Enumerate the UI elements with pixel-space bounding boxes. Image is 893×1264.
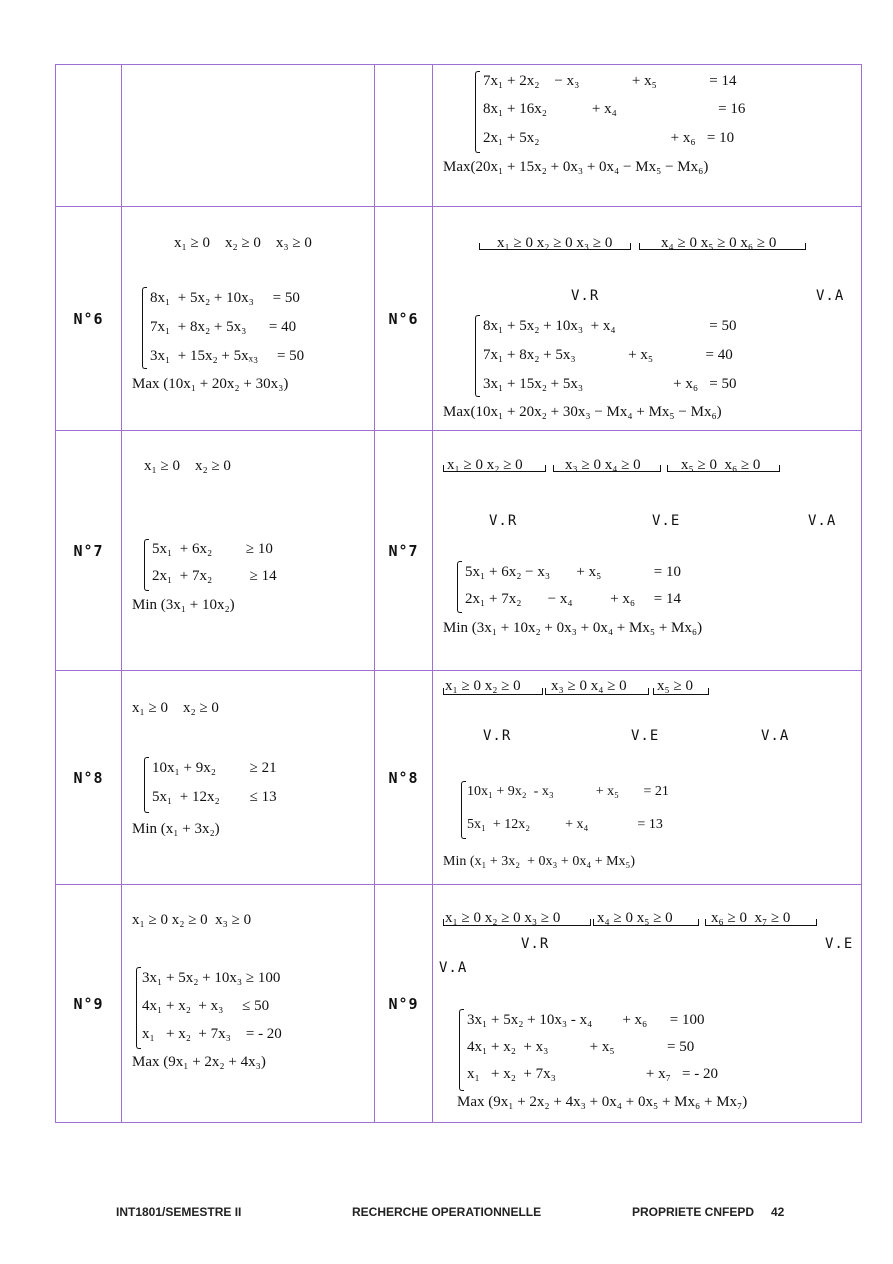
system-brace [144, 757, 149, 813]
system-brace [461, 781, 466, 839]
row-number-right: N°9 [375, 885, 433, 1123]
variable-group: x₄ ≥ 0 x₅ ≥ 0 [597, 910, 673, 926]
label-vr: V.R [571, 288, 600, 304]
constraint-line: 4x₁ + x₂ + x₃ + x₅ = 50 [467, 1039, 695, 1055]
constraint-line: 5x₁ + 12x₂ + x₄ = 13 [467, 817, 663, 832]
row-number-right: N°6 [375, 207, 433, 431]
objective-function: Max(20x₁ + 15x₂ + 0x₃ + 0x₄ − Mx₅ − Mx₆) [443, 159, 709, 175]
row-number-right [375, 65, 433, 207]
table-row [56, 65, 862, 207]
constraint-line: 2x₁ + 7x₂ − x₄ + x₆ = 14 [465, 591, 682, 607]
nonneg-conditions: x₁ ≥ 0 x₂ ≥ 0 [144, 458, 231, 474]
footer-page-number: 42 [771, 1205, 785, 1219]
footer-owner: PROPRIETE CNFEPD [632, 1205, 755, 1219]
nonneg-conditions: x₁ ≥ 0 x₂ ≥ 0 [132, 700, 219, 716]
label-ve: V.E [652, 513, 681, 529]
constraint-line: 10x₁ + 9x₂ ≥ 21 [152, 760, 277, 776]
constraint-line: 8x₁ + 5x₂ + 10x₃ = 50 [150, 290, 300, 306]
objective-function: Max (9x₁ + 2x₂ + 4x₃ + 0x₄ + 0x₅ + Mx₆ + Mx₇) [457, 1094, 748, 1110]
objective-function: Min (3x₁ + 10x₂) [132, 597, 235, 613]
variable-group: x₅ ≥ 0 x₆ ≥ 0 [681, 457, 761, 473]
label-vr: V.R [521, 936, 550, 952]
constraint-line: 4x₁ + x₂ + x₃ ≤ 50 [142, 998, 270, 1014]
objective-function: Max(10x₁ + 20x₂ + 30x₃ − Mx₄ + Mx₅ − Mx₆) [443, 404, 722, 420]
system-brace [475, 71, 480, 153]
constraint-line: 2x₁ + 5x₂ + x₆ = 10 [483, 130, 735, 146]
variable-group: x₃ ≥ 0 x₄ ≥ 0 [565, 457, 641, 473]
problem-cell [122, 431, 375, 671]
constraint-line: x₁ + x₂ + 7x₃ + x₇ = - 20 [467, 1066, 719, 1082]
label-vr: V.R [483, 728, 512, 744]
system-brace [475, 315, 480, 397]
constraint-line: x₁ + x₂ + 7x₃ = - 20 [142, 1026, 282, 1042]
constraint-line: 8x₁ + 16x₂ + x₄ = 16 [483, 101, 746, 117]
objective-function: Max (10x₁ + 20x₂ + 30x₃) [132, 376, 289, 392]
system-brace [457, 561, 462, 613]
standard-form-cell [433, 65, 862, 207]
left-cell-empty [122, 65, 375, 207]
objective-function: Max (9x₁ + 2x₂ + 4x₃) [132, 1054, 266, 1070]
variable-group: x₄ ≥ 0 x₅ ≥ 0 x₆ ≥ 0 [661, 235, 777, 251]
label-va: V.A [439, 960, 468, 976]
variable-group: x₅ ≥ 0 [657, 678, 693, 694]
system-brace [459, 1009, 464, 1091]
standard-form-cell [433, 671, 862, 885]
nonneg-conditions: x₁ ≥ 0 x₂ ≥ 0 x₃ ≥ 0 [174, 235, 312, 251]
table-row [56, 431, 862, 671]
variable-group: x₁ ≥ 0 x₂ ≥ 0 x₃ ≥ 0 [445, 910, 561, 926]
constraint-line: 7x₁ + 8x₂ + 5x₃ + x₅ = 40 [483, 347, 733, 363]
standard-form-cell [433, 885, 862, 1123]
row-number-left: N°8 [56, 671, 122, 885]
row-number-left [56, 65, 122, 207]
constraint-line: 7x₁ + 8x₂ + 5x₃ = 40 [150, 319, 297, 335]
constraint-line: 3x₁ + 5x₂ + 10x₃ - x₄ + x₆ = 100 [467, 1012, 705, 1028]
objective-function: Min (x₁ + 3x₂) [132, 821, 220, 837]
table-row [56, 207, 862, 431]
variable-group: x₁ ≥ 0 x₂ ≥ 0 [447, 457, 523, 473]
system-brace [144, 539, 149, 591]
objective-function: Min (3x₁ + 10x₂ + 0x₃ + 0x₄ + Mx₅ + Mx₆) [443, 620, 703, 636]
problem-cell [122, 207, 375, 431]
constraint-line: 7x₁ + 2x₂ − x₃ + x₅ = 14 [483, 73, 737, 89]
footer-subject: RECHERCHE OPERATIONNELLE [352, 1205, 542, 1219]
constraint-line: 8x₁ + 5x₂ + 10x₃ + x₄ = 50 [483, 318, 737, 334]
variable-group: x₁ ≥ 0 x₂ ≥ 0 x₃ ≥ 0 [497, 235, 613, 251]
constraint-line: 2x₁ + 7x₂ ≥ 14 [152, 568, 277, 584]
table-row [56, 885, 862, 1123]
constraint-line: 3x₁ + 5x₂ + 10x₃ ≥ 100 [142, 970, 281, 986]
variable-group: x₃ ≥ 0 x₄ ≥ 0 [551, 678, 627, 694]
footer-course-code: INT1801/SEMESTRE II [116, 1205, 242, 1219]
objective-function: Min (x₁ + 3x₂ + 0x₃ + 0x₄ + Mx₅) [443, 854, 636, 869]
row-number-left: N°6 [56, 207, 122, 431]
constraint-line: 3x₁ + 15x₂ + 5x₃ + x₆ = 50 [483, 376, 737, 392]
variable-group: x₁ ≥ 0 x₂ ≥ 0 [445, 678, 521, 694]
system-brace [136, 967, 141, 1049]
label-va: V.A [761, 728, 790, 744]
row-number-right: N°8 [375, 671, 433, 885]
problem-cell [122, 671, 375, 885]
constraint-line: 3x₁ + 15x₂ + 5xₓ₃ = 50 [150, 348, 305, 364]
constraint-line: 5x₁ + 12x₂ ≤ 13 [152, 789, 277, 805]
constraint-line: 10x₁ + 9x₂ - x₃ + x₅ = 21 [467, 784, 669, 799]
label-ve: V.E [825, 936, 854, 952]
row-number-left: N°9 [56, 885, 122, 1123]
nonneg-conditions: x₁ ≥ 0 x₂ ≥ 0 x₃ ≥ 0 [132, 912, 252, 928]
standard-form-cell [433, 431, 862, 671]
problem-cell [122, 885, 375, 1123]
label-va: V.A [808, 513, 837, 529]
constraint-line: 5x₁ + 6x₂ − x₃ + x₅ = 10 [465, 564, 682, 580]
label-vr: V.R [489, 513, 518, 529]
label-ve: V.E [631, 728, 660, 744]
constraint-line: 5x₁ + 6x₂ ≥ 10 [152, 541, 273, 557]
label-va: V.A [816, 288, 845, 304]
variable-group: x₆ ≥ 0 x₇ ≥ 0 [711, 910, 791, 926]
system-brace [142, 287, 147, 369]
table-row [56, 671, 862, 885]
row-number-right: N°7 [375, 431, 433, 671]
standard-form-cell [433, 207, 862, 431]
row-number-left: N°7 [56, 431, 122, 671]
exercise-table [55, 64, 862, 1123]
